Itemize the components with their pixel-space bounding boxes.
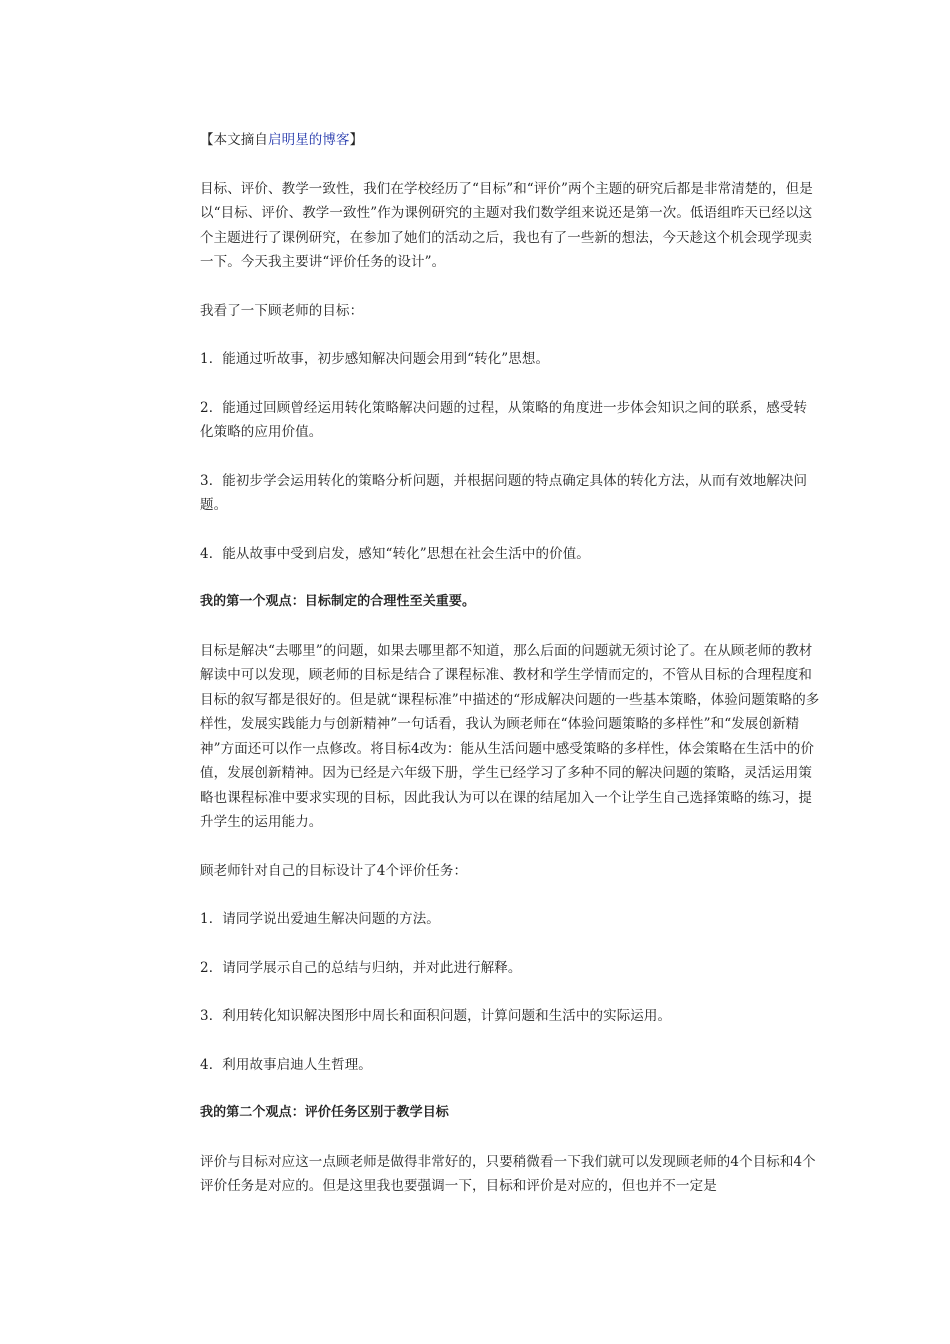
heading-viewpoint-2: 我的第二个观点：评价任务区别于教学目标 — [200, 1105, 449, 1120]
goals-intro: 我看了一下顾老师的目标： — [200, 302, 364, 319]
goal-item-4: 4．能从故事中受到启发，感知“转化”思想在社会生活中的价值。 — [200, 545, 590, 562]
source-prefix: 【本文摘自 — [200, 132, 268, 148]
document-body — [200, 128, 820, 1223]
task-item-1: 1．请同学说出爱迪生解决问题的方法。 — [200, 911, 440, 927]
goal-item-3: 3．能初步学会运用转化的策略分析问题，并根据问题的特点确定具体的转化方法，从而有效地解决问题。 — [200, 472, 808, 513]
viewpoint-2-paragraph: 评价与目标对应这一点顾老师是做得非常好的，只要稍微看一下我们就可以发现顾老师的4个目标和4个评价任务是对应的。但是这里我也要强调一下，目标和评价是对应的，但也并不一定是 — [200, 1153, 816, 1194]
viewpoint-1-paragraph: 目标是解决“去哪里”的问题，如果去哪里都不知道，那么后面的问题就无须讨论了。在从顾老师的教材解读中可以发现，顾老师的目标是结合了课程标准、教材和学生学情而定的，不管从目标的合理程度和目标的叙写都是很好的。但是就“课程标准”中描述的“形成解决问题的一些基本策略，体验问题策略的多样性，发展实践能力与创新精神”一句话看，我认为顾老师在“体验问题策略的多样性”和“发展创新精神”方面还可以作一点修改。将目标4改为：能从生活问题中感受策略的多样性，体会策略在生活中的价值，发展创新精神。因为已经是六年级下册，学生已经学习了多种不同的解决问题的策略，灵活运用策略也课程标准中要求实现的目标，因此我认为可以在课的结尾加入一个让学生自己选择策略的练习，提升学生的运用能力。 — [200, 642, 820, 830]
source-suffix: 】 — [349, 132, 364, 148]
tasks-intro: 顾老师针对自己的目标设计了4个评价任务： — [200, 862, 468, 879]
source-line — [200, 128, 820, 153]
goal-item-2: 2．能通过回顾曾经运用转化策略解决问题的过程，从策略的角度进一步体会知识之间的联系，感受转化策略的应用价值。 — [200, 399, 808, 440]
goal-item-1: 1．能通过听故事，初步感知解决问题会用到“转化”思想。 — [200, 351, 550, 367]
intro-paragraph: 目标、评价、教学一致性，我们在学校经历了“目标”和“评价”两个主题的研究后都是非常清楚的，但是以“目标、评价、教学一致性”作为课例研究的主题对我们数学组来说还是第一次。低语组昨天已经以这个主题进行了课例研究，在参加了她们的活动之后，我也有了一些新的想法，今天趁这个机会现学现卖一下。今天我主要讲“评价任务的设计”。 — [200, 180, 813, 270]
heading-viewpoint-1: 我的第一个观点：目标制定的合理性至关重要。 — [200, 594, 476, 609]
blog-link[interactable]: 启明星的博客 — [268, 132, 350, 148]
task-item-4: 4．利用故事启迪人生哲理。 — [200, 1056, 372, 1073]
task-item-2: 2．请同学展示自己的总结与归纳，并对此进行解释。 — [200, 959, 522, 976]
task-item-3: 3．利用转化知识解决图形中周长和面积问题，计算问题和生活中的实际运用。 — [200, 1008, 672, 1024]
